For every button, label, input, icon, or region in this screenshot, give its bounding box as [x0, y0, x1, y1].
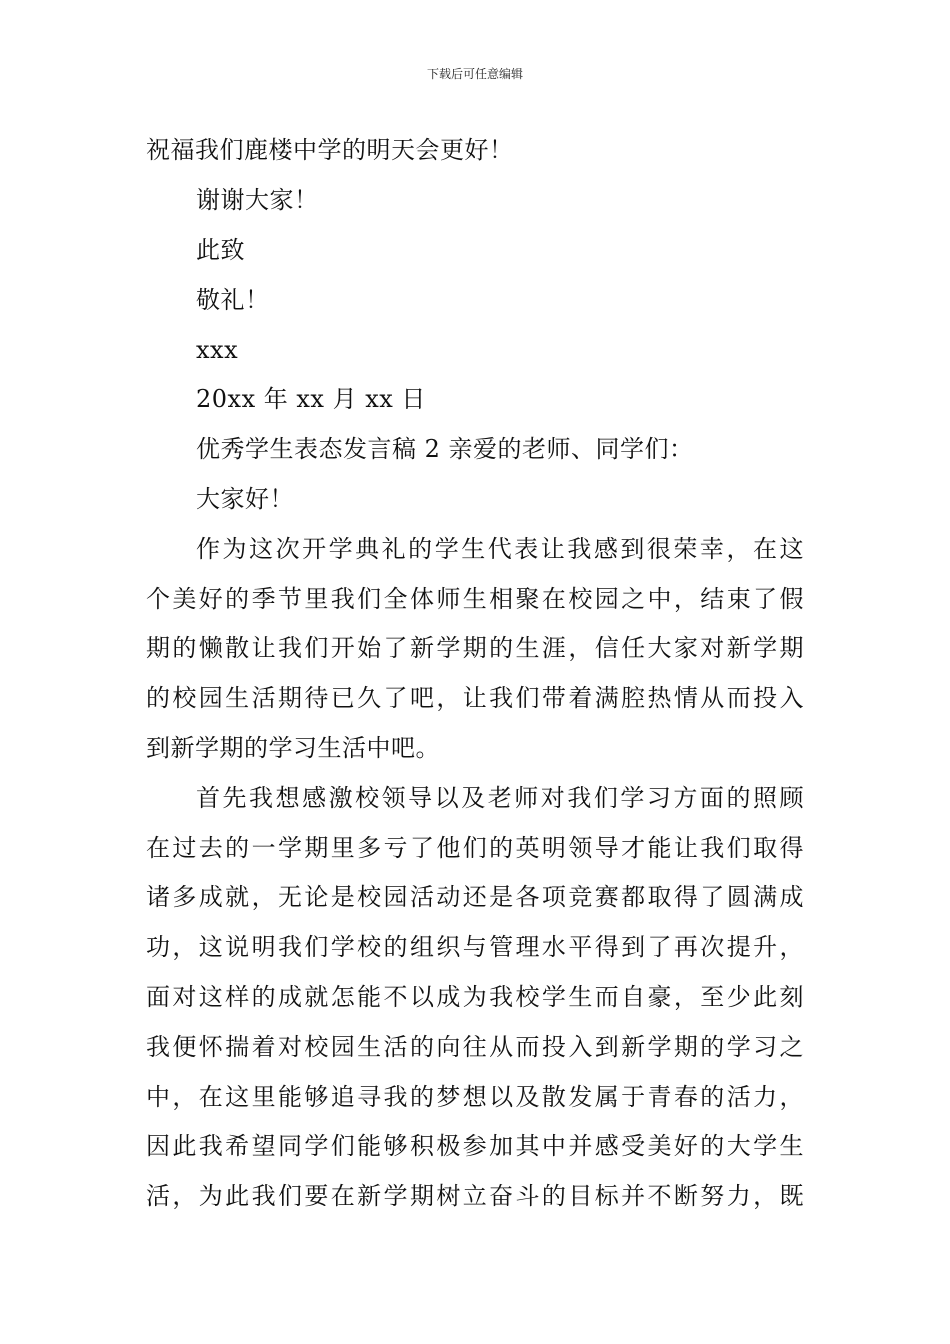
paragraph-line: 个美好的季节里我们全体师生相聚在校园之中，结束了假 — [146, 585, 804, 613]
paragraph-line: 面对这样的成就怎能不以成为我校学生而自豪，至少此刻 — [146, 983, 804, 1011]
paragraph-line: 作为这次开学典礼的学生代表让我感到很荣幸，在这 — [196, 535, 804, 563]
text-line: xxx — [196, 336, 239, 364]
greeting-line: 大家好！ — [196, 485, 294, 513]
text-line: 祝福我们鹿楼中学的明天会更好！ — [146, 136, 514, 164]
paragraph-line: 活，为此我们要在新学期树立奋斗的目标并不断努力，既 — [146, 1182, 804, 1210]
speech-title: 优秀学生表态发言稿 2 亲爱的老师、同学们： — [196, 435, 694, 463]
text-line: 谢谢大家！ — [196, 186, 319, 214]
text-line: 敬礼！ — [196, 286, 270, 314]
paragraph-line: 到新学期的学习生活中吧。 — [146, 734, 440, 762]
page-header: 下载后可任意编辑 — [426, 67, 523, 81]
paragraph-line: 在过去的一学期里多亏了他们的英明领导才能让我们取得 — [146, 834, 804, 862]
paragraph-line: 诸多成就，无论是校园活动还是各项竞赛都取得了圆满成 — [146, 883, 804, 911]
paragraph-line: 期的懒散让我们开始了新学期的生涯，信任大家对新学期 — [146, 634, 804, 662]
text-line: 此致 — [196, 236, 245, 264]
paragraph-line: 首先我想感激校领导以及老师对我们学习方面的照顾 — [196, 784, 804, 812]
paragraph-line: 我便怀揣着对校园生活的向往从而投入到新学期的学习之 — [146, 1033, 804, 1061]
paragraph-line: 中，在这里能够追寻我的梦想以及散发属于青春的活力， — [146, 1083, 804, 1111]
paragraph-line: 的校园生活期待已久了吧，让我们带着满腔热情从而投入 — [146, 684, 804, 712]
paragraph-line: 功，这说明我们学校的组织与管理水平得到了再次提升， — [146, 933, 804, 961]
date-line: 20xx 年 xx 月 xx 日 — [196, 385, 426, 413]
paragraph-line: 因此我希望同学们能够积极参加其中并感受美好的大学生 — [146, 1132, 804, 1160]
